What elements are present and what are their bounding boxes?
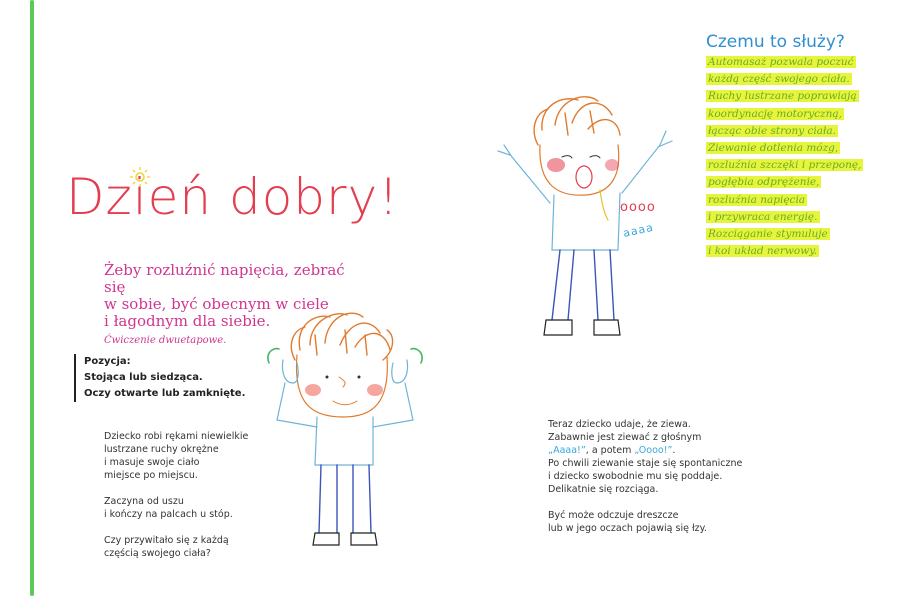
why-text — [706, 54, 863, 260]
position-line: Oczy otwarte lub zamknięte. — [84, 388, 246, 399]
step1-paragraph: Zaczyna od uszu i kończy na palcach u stóp. — [104, 496, 233, 520]
book-spine-line — [30, 0, 34, 596]
why-title: Czemu to służy? — [706, 32, 845, 52]
step2-line: Zabawnie jest ziewać z głośnym — [548, 432, 702, 443]
child-yawn-illustration — [490, 85, 690, 355]
why-line: koordynację motoryczną, — [708, 107, 842, 120]
position-heading: Pozycja: — [84, 356, 131, 367]
why-line: każdą część swojego ciała. — [708, 73, 850, 86]
step2-text — [548, 418, 788, 548]
page-title: Dzień dobry! — [66, 168, 400, 226]
intro-line: Żeby rozluźnić napięcia, zebrać się — [104, 261, 345, 296]
why-line: Rozciąganie stymuluje — [708, 228, 828, 241]
oooo-sound: „Oooo!” — [634, 445, 673, 456]
why-line: rozluźnia szczęki i przeponę, — [708, 159, 862, 172]
why-line: pogłębia odprężenie, — [708, 176, 820, 189]
child-massage-illustration — [255, 305, 435, 555]
aaaa-sound-label: aaaa — [621, 220, 655, 240]
step2-line: Teraz dziecko udaje, że ziewa. — [548, 419, 691, 430]
why-line: Ruchy lustrzane poprawiają — [708, 90, 857, 103]
step1-paragraph: Czy przywitało się z każdą częścią swojego ciała? — [104, 535, 229, 559]
intro-line: w sobie, być obecnym w ciele — [104, 295, 329, 313]
aaaa-sound: „Aaaa!” — [548, 445, 586, 456]
intro-line: i łagodnym dla siebie. — [104, 312, 271, 330]
why-line: Automasaż pozwala poczuć — [708, 56, 854, 68]
intro-subtitle: Ćwiczenie dwuetapowe. — [104, 335, 227, 346]
step2-sounds-line: „Aaaa!”, a potem „Oooo!”. — [548, 445, 676, 456]
oooo-sound-label: oooo — [620, 200, 656, 215]
why-line: i przywraca energię. — [708, 210, 818, 223]
position-box — [74, 354, 245, 402]
why-line: Ziewanie dotlenia mózg, — [708, 142, 839, 155]
position-line: Stojąca lub siedząca. — [84, 372, 203, 383]
step2-paragraph: Po chwili ziewanie staje się spontaniczne i dziecko swobodnie mu się poddaje. Delikatnie się rozciąga. — [548, 458, 743, 495]
step1-paragraph: Dziecko robi rękami niewielkie lustrzane ruchy okrężne i masuje swoje ciało miejsce po miejscu. — [104, 431, 249, 481]
why-line: rozluźnia napięcia — [708, 193, 806, 206]
step2-paragraph: Być może odczuje dreszcze lub w jego oczach pojawią się łzy. — [548, 510, 707, 534]
why-line: łącząc obie strony ciała. — [708, 124, 836, 137]
why-line: i koi układ nerwowy. — [708, 245, 818, 258]
